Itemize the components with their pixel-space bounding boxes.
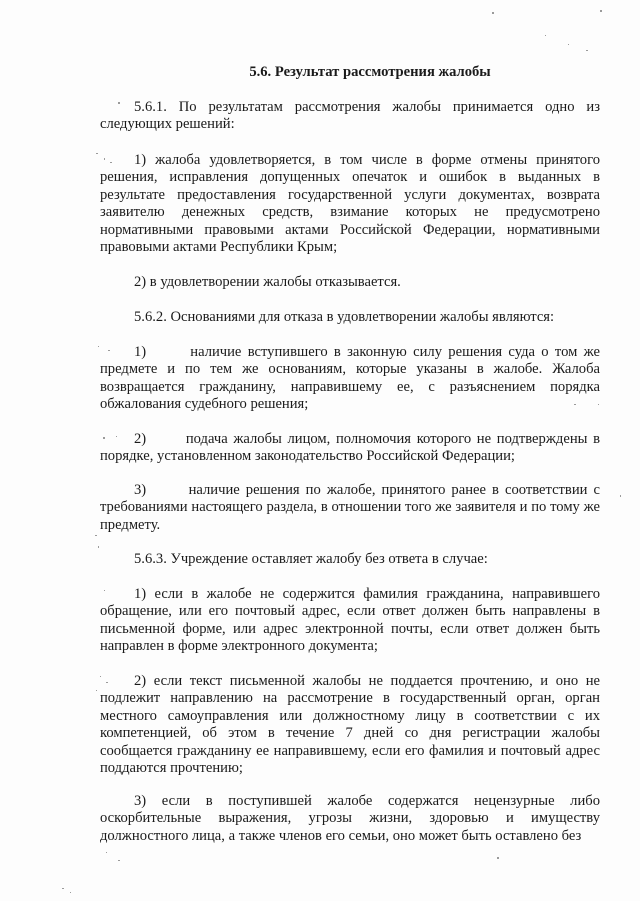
paragraph-no-answer-1: 1) если в жалобе не содержится фамилия гражданина, направившего обращение, или его почтовый адрес, если ответ должен быть направлены в письменной форме, или адрес электронной почты, если ответ должен быть направлен в форме электронного документа; (100, 586, 600, 655)
paragraph-no-answer-3: 3) если в поступившей жалобе содержатся нецензурные либо оскорбительные выражения, угрозы жизни, здоровью и имуществу должностного лица, а также членов его семьи, оно может быть оставлено без (100, 793, 600, 844)
paragraph-5-6-3: 5.6.3. Учреждение оставляет жалобу без ответа в случае: (134, 551, 488, 567)
paragraph-decision-1: 1) жалоба удовлетворяется, в том числе в форме отмены принятого решения, исправления допущенных опечаток и ошибок в выданных в результате предоставления государственной услуги документах, возврата заявителю денежных средств, взимание которых не предусмотрено нормативными правовыми актами Российской Федерации, нормативными правовыми актами Республики Крым; (100, 152, 600, 256)
section-heading: 5.6. Результат рассмотрения жалобы (249, 64, 491, 80)
paragraph-no-answer-2: 2) если текст письменной жалобы не поддается прочтению, и оно не подлежит направлению на рассмотрение в государственный орган, орган местного самоуправления или должностному лицу в соответствии с их компетенцией, об этом в течение 7 дней со дня регистрации жалобы сообщается гражданину ее направившему, если его фамилия и почтовый адрес поддаются прочтению; (100, 673, 600, 777)
paragraph-5-6-1: 5.6.1. По результатам рассмотрения жалобы принимается одно из следующих решений: (100, 99, 600, 133)
paragraph-5-6-2: 5.6.2. Основаниями для отказа в удовлетворении жалобы являются: (134, 309, 555, 325)
paragraph-refusal-2: 2) подача жалобы лицом, полномочия которого не подтверждены в порядке, установленном законодательство Российской Федерации; (100, 431, 600, 465)
paragraph-refusal-3: 3) наличие решения по жалобе, принятого ранее в соответствии с требованиями настоящего раздела, в отношении того же заявителя и по тому же предмету. (100, 482, 600, 533)
paragraph-refusal-1: 1) наличие вступившего в законную силу решения суда о том же предмете и по тем же основаниям, которые указаны в жалобе. Жалоба возвращается гражданину, направившему ее, с разъяснением порядка обжалования судебного решения; (100, 344, 600, 413)
paragraph-decision-2: 2) в удовлетворении жалобы отказывается. (134, 274, 401, 290)
